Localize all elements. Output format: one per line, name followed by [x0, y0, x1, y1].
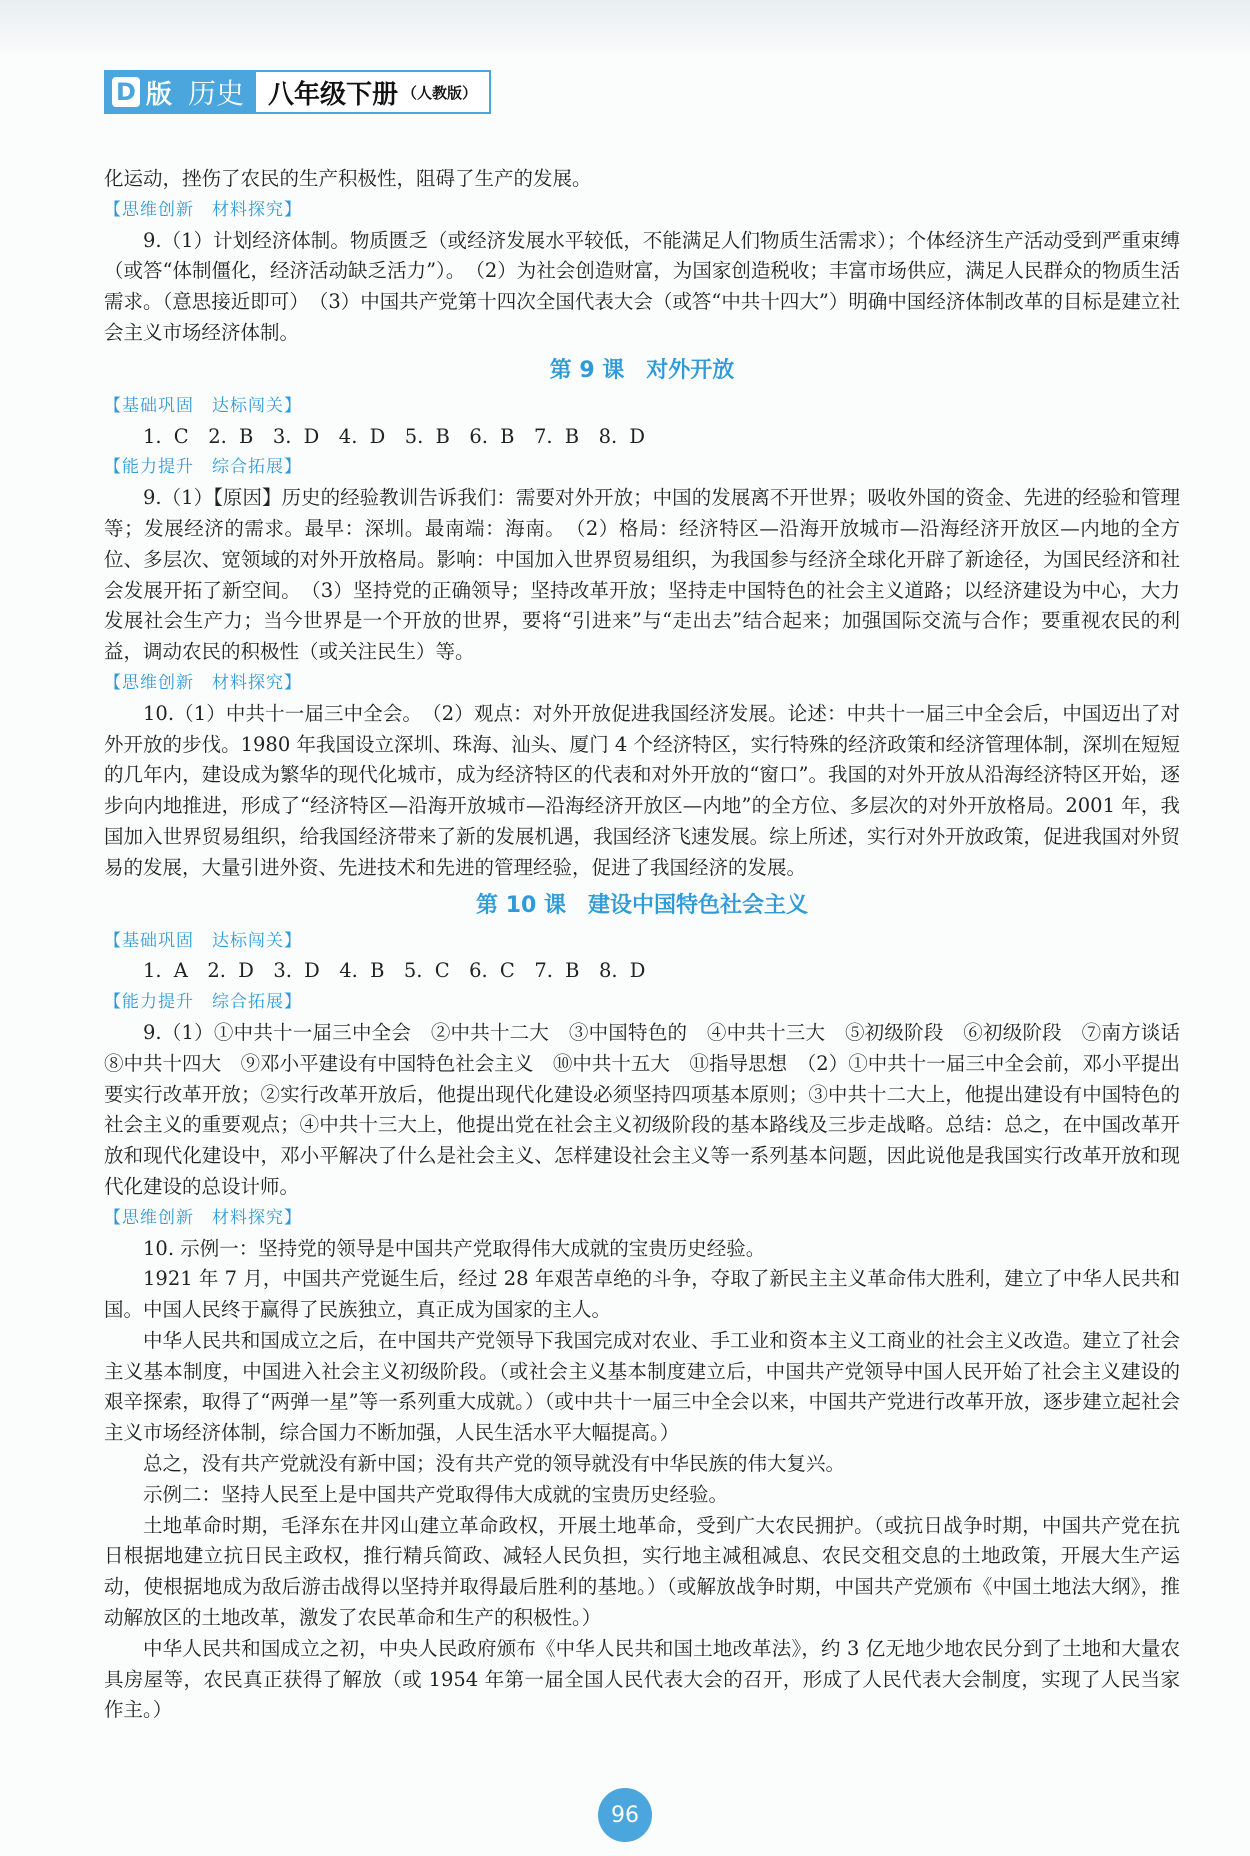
lesson-title: 第 9 课 对外开放 [549, 357, 735, 383]
page-number: 96 [598, 1788, 652, 1842]
answer-key: 1. C 2. B 3. D 4. D 5. B 6. B 7. B 8. D [143, 424, 646, 448]
paragraph: 总之，没有共产党就没有新中国；没有共产党的领导就没有中华民族的伟大复兴。 [143, 1452, 846, 1476]
page-header [104, 70, 491, 114]
answer-key: 1. A 2. D 3. D 4. B 5. C 6. C 7. B 8. D [143, 959, 646, 983]
paragraph: 1921 年 7 月，中国共产党诞生后，经过 28 年艰苦卓绝的斗争，夺取了新民主主义革命伟大胜利，建立了中华人民共和国。中国人民终于赢得了民族独立，真正成为国家的主人。 [104, 1267, 1180, 1322]
section-heading: 【思维创新 材料探究】 [104, 1207, 302, 1228]
grade-text: 八年级下册 [267, 79, 398, 110]
paragraph: 9.（1）①中共十一届三中全会 ②中共十二大 ③中国特色的 ④中共十三大 ⑤初级阶段 ⑥初级阶段 ⑦南方谈话 ⑧中共十四大 ⑨邓小平建设有中国特色社会主义 ⑩中共十五大 ⑪指导思想 （2）①中共十一届三中全会前，邓小平提出要实行改革开放；②实行改革开放后，他提出现代化建设必须坚持四项基本原则；③中共十二大上，他提出建设有中国特色的社会主义的重要观点；④中共十三大上，他提出党在社会主义初级阶段的基本路线及三步走战略。总结：总之，在中国改革开放和现代化建设中，邓小平解决了什么是社会主义、怎样建设社会主义等一系列基本问题，因此说他是我国实行改革开放和现代化建设的总设计师。 [104, 1020, 1200, 1198]
publisher-text: （人教版） [401, 83, 477, 102]
lesson-title: 第 10 课 建设中国特色社会主义 [476, 892, 808, 918]
edition-badge [104, 70, 182, 114]
paragraph: 土地革命时期，毛泽东在井冈山建立革命政权，开展土地革命，受到广大农民拥护。（或抗日战争时期，中国共产党在抗日根据地建立抗日民主政权，推行精兵简政、减轻人民负担，实行地主减租减息、农民交租交息的土地政策，开展大生产运动，使根据地成为敌后游击战得以坚持并取得最后胜利的基地。）（或解放战争时期，中国共产党颁布《中国土地法大纲》，推动解放区的土地改革，激发了农民革命和生产的积极性。） [104, 1513, 1180, 1630]
paragraph: 中华人民共和国成立之后，在中国共产党领导下我国完成对农业、手工业和资本主义工商业的社会主义改造。建立了社会主义基本制度，中国进入社会主义初级阶段。（或社会主义基本制度建立后，中国共产党领导中国人民开始了社会主义建设的艰辛探索，取得了“两弹一星”等一系列重大成就。）（或中共十一届三中全会以来，中国共产党进行改革开放，逐步建立起社会主义市场经济体制，综合国力不断加强，人民生活水平大幅提高。） [104, 1328, 1180, 1445]
section-heading: 【基础巩固 达标闯关】 [104, 930, 302, 951]
paragraph: 10. 示例一：坚持党的领导是中国共产党取得伟大成就的宝贵历史经验。 [143, 1236, 766, 1260]
section-heading: 【思维创新 材料探究】 [104, 199, 302, 220]
top-strip [0, 0, 1250, 58]
subject-label: 历史 [182, 70, 256, 114]
edition-letter: D [112, 77, 140, 107]
section-heading: 【能力提升 综合拓展】 [104, 457, 302, 478]
edition-word: 版 [145, 79, 172, 110]
paragraph: 9.（1）计划经济体制。物质匮乏（或经济发展水平较低，不能满足人们物质生活需求）；个体经济生产活动受到严重束缚（或答“体制僵化，经济活动缺乏活力”）。 （2）为社会创造财富，为国家创造税收；丰富市场供应，满足人民群众的物质生活需求。（意思接近即可） （3）中国共产党第十四次全国代表大会（或答“中共十四大”）明确中国经济体制改革的目标是建立社会主义市场经济体制。 [104, 228, 1180, 344]
paragraph: 化运动，挫伤了农民的生产积极性，阻碍了生产的发展。 [104, 167, 592, 190]
paragraph: 9.（1）【原因】历史的经验教训告诉我们：需要对外开放；中国的发展离不开世界；吸收外国的资金、先进的经验和管理等；发展经济的需求。最早：深圳。最南端：海南。 （2）格局：经济特区—沿海开放城市—沿海经济开放区—内地的全方位、多层次、宽领域的对外开放格局。影响：中国加入世界贸易组织，为我国参与经济全球化开辟了新途径，为国民经济和社会发展开拓了新空间。 （3）坚持党的正确领导；坚持改革开放；坚持走中国特色的社会主义道路；以经济建设为中心，大力发展社会生产力；当今世界是一个开放的世界，要将“引进来”与“走出去”结合起来；加强国际交流与合作；要重视农民的利益，调动农民的积极性（或关注民生）等。 [104, 486, 1180, 664]
paragraph: 示例二：坚持人民至上是中国共产党取得伟大成就的宝贵历史经验。 [143, 1482, 729, 1506]
section-heading: 【基础巩固 达标闯关】 [104, 395, 302, 416]
paragraph: 中华人民共和国成立之初，中央人民政府颁布《中华人民共和国土地改革法》，约 3 亿无地少地农民分到了土地和大量农具房屋等，农民真正获得了解放（或 1954 年第一届全国人民代表大会的召开，形成了人民代表大会制度，实现了人民当家作主。） [104, 1636, 1180, 1722]
section-heading: 【思维创新 材料探究】 [104, 672, 302, 693]
grade-label [256, 70, 491, 114]
paragraph: 10.（1）中共十一届三中全会。 （2）观点：对外开放促进我国经济发展。论述：中共十一届三中全会后，中国迈出了对外开放的步伐。1980 年我国设立深圳、珠海、汕头、厦门 4 个经济特区，实行特殊的经济政策和经济管理体制，深圳在短短的几年内，建设成为繁华的现代化城市，成为经济特区的代表和对外开放的“窗口”。我国的对外开放从沿海经济特区开始，逐步向内地推进，形成了“经济特区—沿海开放城市—沿海经济开放区—内地”的全方位、多层次的对外开放格局。2001 年，我国加入世界贸易组织，给我国经济带来了新的发展机遇，我国经济飞速发展。综上所述，实行对外开放政策，促进我国对外贸易的发展，大量引进外资、先进技术和先进的管理经验，促进了我国经济的发展。 [104, 701, 1180, 879]
main-content [104, 164, 1200, 1726]
section-heading: 【能力提升 综合拓展】 [104, 992, 302, 1013]
